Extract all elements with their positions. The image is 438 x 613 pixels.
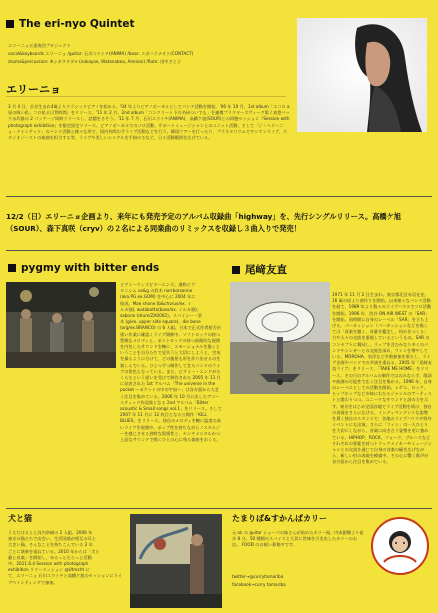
section-title-ozaki: 尾﨑友直 (232, 262, 287, 277)
section-title-inu: 犬と猫 (8, 514, 32, 523)
artist-bio: 3 月 4 日、京京生まれ4歳よりクラシックピアノを始める。'04 年よりピアノボーカルとしてバンド活動を開始。'06 年 10 月、1st album「エコロ a 昼の吸い私」コロ私る日背時間」をリリース。'11 年 2 月、2nd album「コンクリート下の名州ついでも」を連携プラクターズヴィーク版 / 真悠バック永均誰の 2 パッケージ同時リリースし、話題をさそう。'11 年 7 月、石川ユウイチ(ANIMA)、高橋ケ旭(SOUR)との同胞セッション『Session with photograph exhibition』を限定固定リリース。ピアノボーカルでのソロ活動、サポートミュージシャンとのユニット活動、そして「ジ・ヘリーニョ・クインテット」のバンド活動と様々な形で、国内外問わずライブ活動などを行う。韓国ツアーを行ったり、プラネタリウムでワンマンライブ、スタジオジーストの楽曲を担当する等、ライブや美しいシングルを手掛けるなど、日々活動範囲を広げている。 (8, 104, 290, 141)
band-live-photo (6, 282, 116, 368)
artist-name: エリーニョ (6, 83, 61, 96)
members-line-1: vocal&keyboards エリーニョ /guitar: 石川ユウイチ(ANIMA) /bass: スガハラナオト(CONTACT) (8, 51, 194, 56)
ozaki-body: 1971 年 11 月 2 日生まれ。東京都北区赤羽在住。16 歳の頃より曲作りを開始、以来様々なバンド活動を経て、1989 年より数々のライブハウスでソロ活動を開始。1996 年、渋谷 ON AIR WEST の「SAR」を開始。同時期に自身のレーベル「SAR」を立ち上げる。パーカッション（パーカッションなどを指しては「音楽を聴く、音量を鑑定し、何かをつくる」力や人々の交流を重視しているというもの。SAR のコンセプトに賛同し、ラップを含むかなり多くのバンドやシンガーとの交流を深め、ファンを増やしている。MOROHA、泉洋など多数参加を果たし、ライブ企画やバンドでの共演を重ねる。2005 年「尾崎友直ライブ」をリリース、「TAKE ME HOME」をリリース。その日のアルバムの制作ではのみならず、歌詞や曲調の可能性で広く注目を集める。1996 年、自身のレーベルとしての活動を開始。レゲエ、ロック、ヒップホップなど多岐にわたるジャンルのアーティストと関わりつつ、ユニークなサウンドと詩の力を示す。東京をはじめ全国各地でライブ活動を続け、独自の表現をさらに広げる。インディペンデントな姿勢を貫く独自のスタンスで、各地のライブハウスや野外イベントにも出演。さらに「ファン」の一人ひとりを大切にしながら、音楽に向き合う姿勢を更に強めている。HIPHOP、ROCK、フォーク、ブルースなどそれぞれの要素を持つトラックメイカーやミュージシャンとの交流を通じて自身の音楽の幅を広げながら、新しい形の表現を模索中。その心に響く歌声が各方面から注目を集めている。 (332, 292, 432, 465)
square-bullet-icon (232, 266, 240, 274)
section-title-quintet: The eri-nyo Quintet (6, 18, 135, 30)
artist-photo (297, 18, 427, 132)
inu-painting-photo (130, 514, 222, 608)
curry-facebook: facebook→curry tamariba (232, 582, 286, 587)
divider-middle (6, 250, 432, 251)
divider-bottom (6, 508, 432, 509)
release-announcement: 12/2（日）エリーニョ企画より、来年にも発売予定のアルバム収録曲「highway」を、先行シングルリリース。高橋ケ旭（SOUR）、森下真咲（cryv）の２名による同楽曲のリミックスを収録し３曲入りで発売！ (6, 212, 401, 233)
square-bullet-icon (6, 20, 14, 28)
square-bullet-icon (8, 264, 16, 272)
section-title-curry: たまりば&すかんぱカリー (232, 514, 327, 523)
curry-logo (370, 514, 430, 578)
divider-top (6, 196, 432, 197)
pygmy-body-continued (8, 370, 222, 500)
members-line-2: drums&percussion: ※シカワタダ+ (nakayoe, Watanabea, Amnion) /flute: 田中さと子 (8, 59, 182, 64)
inu-body: うえだはるとと河内奈緒の 2 人組。2006 年 東京の猫たちで出会い、生活国境が相互の耳と 大きい猫。そんなことを持ちこんでいる 2 年 ごとに演奏を重ねている。2010 年からは「犬と 猫と音楽」を開始し、ゆるっとだらっと活動 中。2011.6.4 Session with photograph exhibition リリースッション @Utrecht に て、エリーニョ 石川ユウイチと高橋ケ旭のセッションにライブペインティングで参加。 (8, 530, 122, 585)
curry-twitter: twitter→@currytamariba (232, 574, 284, 579)
section-title-pygmy: pygmy with bitter ends (8, 262, 159, 274)
artist-name-underline (6, 96, 286, 97)
project-line: エリーニョ五重奏団プロジェクト (8, 43, 71, 48)
curry-body: 元 ok の guitar ショーベの妹さんが始めたカリー屋。内本銀剛より徒歩 8 分。50 種類のスパイスと大切に旨味を引き出したカリーのお店。 FOOD のお裾い募集中です。 (232, 530, 364, 548)
pygmy-body: ピグミーウィズビターエンズ。通称ピグ タニシム vo&g の鈴木 norrborsonne (aka.PG ex.GOM) を中心に 2004 年に 結成。Mae shone (b&chorus/ex. イ ルカ畑), watabotta(bass/ex. イルカ畑), sabone (drum/ZA0002)。スバイシー・鈴 木 (g/ex. upper side square)、die bone (org/ex.BRANCO) の 6 人組。日本で正式作者担否が重い作業に確認くライブ開催中。ソフトロックの持つ豊饒なメロディと、ポストロックの持つ前衛的な展開を内包したサウンドを軸に、エモーショナルを描くということを自分たちで見失うと大切にしようと、空気を操るように分けて、どの風景も形を作り出せるのを楽しんでいる。ひとつずつ制作してきたバンドのライブの景色となっている。また、ピグミー・エンドがたくらたという思いを受けて制作された 2005 年 11 月に発表された 1st アルバム「The universe in the pocket ～ポケットの中の宇宙～」は各方面から大きく注目を集めている。2006 年 10 月に出したアコースティック作品集となる 2nd アルバム「Bitter acoustic & Small songs vol.1」をリリース。そして 2007 年 11 月に 12 枚目となる公開作「KILL BLUES」をリリース。独自のメロディを軸に温度の高いライブを展開中。ポップ性を持ちながらノスタルジーを感じさせる独特な叙情性と、センチメンタルかつ上品なサウンドで聞くひとの心に残る楽曲をおくる。 (120, 282, 222, 443)
